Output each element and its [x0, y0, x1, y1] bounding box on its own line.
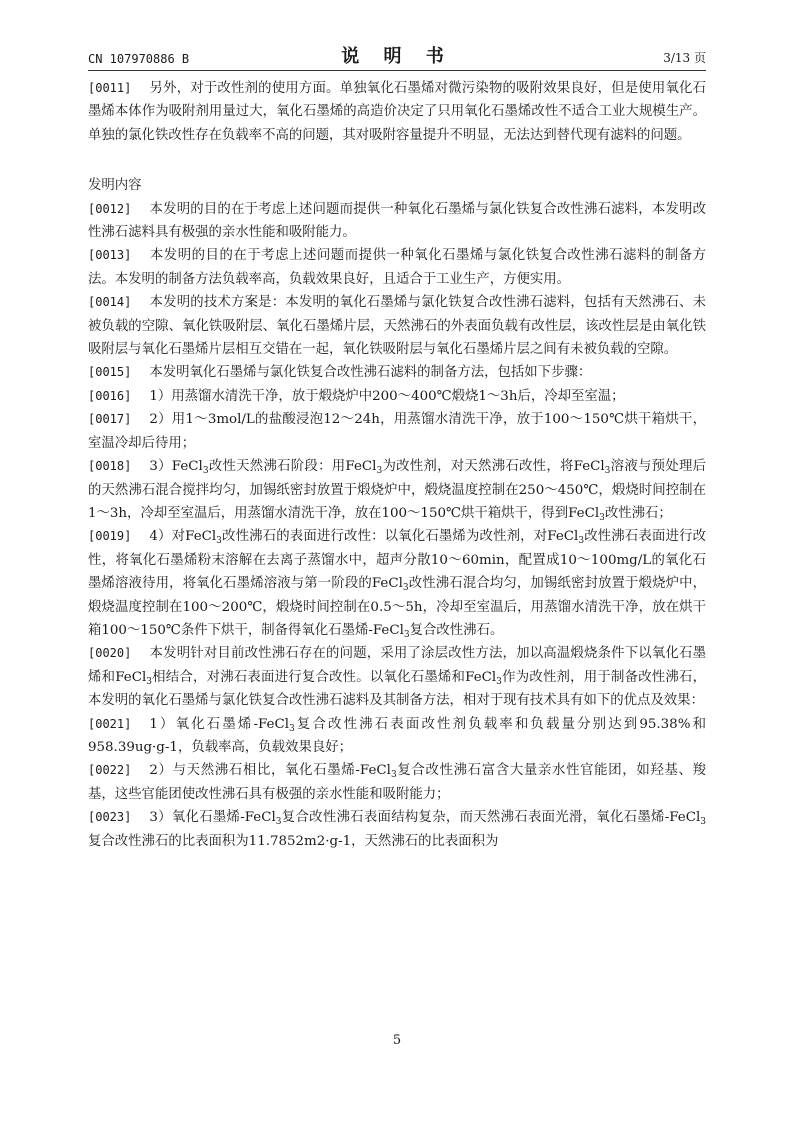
paragraph-number: [0014]	[88, 295, 132, 310]
paragraph-0014	[88, 291, 706, 361]
paragraph-0020	[88, 642, 706, 712]
patent-number: CN 107970886 B	[88, 52, 190, 66]
paragraph-text: 改性沸石；	[604, 505, 672, 521]
subscript: 3	[604, 466, 611, 477]
subscript: 3	[202, 466, 209, 477]
paragraph-text: 本发明的技术方案是：本发明的氧化石墨烯与氯化铁复合改性沸石滤料，包括有天然沸石、未被负载的空隙、氧化铁吸附层、氧化石墨烯片层，天然沸石的外表面负载有改性层，该改性层是由氧化铁吸附层与氧化石墨烯片层相互交错在一起，氧化铁吸附层与氧化石墨烯片层之间有未被负载的空隙。	[88, 295, 706, 358]
paragraph-text: 本发明的目的在于考虑上述问题而提供一种氧化石墨烯与氯化铁复合改性沸石滤料，本发明改性沸石滤料具有极强的亲水性能和吸附能力。	[88, 201, 706, 241]
paragraph-number: [0018]	[88, 459, 132, 474]
paragraph-number: [0012]	[88, 201, 132, 216]
paragraph-0019	[88, 525, 706, 642]
page-indicator: 3/13 页	[663, 51, 706, 65]
document-body	[88, 77, 706, 853]
subscript: 3	[599, 512, 605, 523]
subscript: 3	[403, 629, 410, 640]
paragraph-number: [0021]	[88, 716, 132, 731]
paragraph-text: 改性沸石的表面进行改性：以氧化石墨烯为改性剂，对FeCl	[221, 529, 579, 545]
subscript: 3	[700, 817, 706, 828]
paragraph-text: 改性天然沸石阶段：用FeCl	[208, 459, 377, 475]
paragraph-0012	[88, 198, 706, 245]
document-title: 说 明 书	[341, 46, 453, 67]
paragraph-number: [0020]	[88, 646, 132, 661]
paragraph-text: 1）氧化石墨烯-FeCl	[149, 716, 289, 732]
paragraph-text: 复合改性沸石表面结构复杂，而天然沸石表面光滑，氧化石墨烯-FeCl	[281, 810, 701, 826]
paragraph-text: 改性沸石表面进行改性，将氧化石墨烯粉末溶解在去离子蒸馏水中，超声分散10～60min，配置成10～100mg/L的氧化石墨烯溶液待用，将氧化石墨烯溶液与第一阶段的FeCl	[88, 529, 707, 592]
paragraph-0023	[88, 806, 706, 853]
paragraph-text: 复合改性沸石。	[409, 622, 504, 638]
paragraph-text: 改性沸石混合均匀，加锡纸密封放置于煅烧炉中，煅烧温度控制在100～200℃，煅烧时间控制在0.5～5h，冷却至室温后，用蒸馏水清洗干净，放在烘干箱100～150℃条件下烘干，制备得氧化石墨烯-FeCl	[88, 576, 707, 638]
paragraph-number: [0023]	[88, 810, 132, 825]
subscript: 3	[376, 466, 383, 477]
paragraph-text: 2）用1～3mol/L的盐酸浸泡12～24h，用蒸馏水清洗干净，放于100～150℃烘干箱烘干，室温冷却后待用；	[88, 412, 706, 451]
paragraph-text: 本发明氧化石墨烯与氯化铁复合改性沸石滤料的制备方法，包括如下步骤：	[149, 365, 592, 381]
subscript: 3	[289, 723, 295, 734]
section-heading: 发明内容	[88, 178, 142, 194]
paragraph-0022	[88, 759, 706, 806]
paragraph-text: 复合改性沸石的比表面积为11.7852m2·g-1，天然沸石的比表面积为	[88, 833, 499, 849]
paragraph-number: [0015]	[88, 365, 132, 380]
paragraph-text: 本发明针对目前改性沸石存在的问题，采用了涂层改性方法，加以高温煅烧条件下以氧化石墨烯和FeCl	[88, 646, 706, 685]
paragraph-0018	[88, 455, 706, 525]
paragraph-0016	[88, 385, 706, 408]
paragraph-text: 作为改性剂，用于制备改性沸石，本发明的氧化石墨烯与氯化铁复合改性沸石滤料及其制备方法，相对于现有技术具有如下的优点及效果：	[88, 669, 707, 709]
paragraph-number: [0022]	[88, 763, 132, 778]
subscript: 3	[146, 676, 152, 687]
paragraph-text: 另外，对于改性剂的使用方面。单独氧化石墨烯对微污染物的吸附效果良好，但是使用氧化石墨烯本体作为吸附剂用量过大，氧化石墨烯的高造价决定了只用氧化石墨烯改性不适合工业大规模生产。单独的氯化铁改性存在负载率不高的问题，其对吸附容量提升不明显，无法达到替代现有滤料的问题。	[88, 81, 706, 143]
subscript: 3	[402, 583, 409, 594]
paragraph-text: 相结合，对沸石表面进行复合改性。以氧化石墨烯和FeCl	[151, 669, 497, 685]
subscript: 3	[216, 536, 222, 547]
paragraph-0021	[88, 713, 706, 760]
paragraph-0011	[88, 77, 706, 147]
paragraph-text: 为改性剂，对天然沸石改性，将FeCl	[382, 459, 605, 475]
paragraph-text: 复合改性沸石富含大量亲水性官能团，如羟基、羧基，这些官能团使改性沸石具有极强的亲水性能和吸附能力；	[88, 763, 706, 802]
paragraph-number: [0011]	[88, 81, 132, 95]
subscript: 3	[275, 817, 282, 828]
paragraph-text: 3）FeCl	[149, 459, 203, 475]
page-header	[88, 40, 706, 68]
paragraph-text: 4）对FeCl	[149, 529, 217, 545]
paragraph-text: 3）氧化石墨烯-FeCl	[149, 810, 276, 826]
paragraph-text: 2）与天然沸石相比，氧化石墨烯-FeCl	[149, 763, 391, 779]
paragraph-0017	[88, 408, 706, 455]
paragraph-number: [0019]	[88, 529, 132, 544]
paragraph-text: 复合改性沸石表面改性剂负载率和负载量分别达到95.38%和958.39ug·g-1，负载率高，负载效果良好；	[88, 716, 706, 755]
page-number: 5	[392, 1033, 402, 1048]
paragraph-number: [0016]	[88, 388, 132, 403]
paragraph-number: [0017]	[88, 412, 132, 427]
paragraph-0013	[88, 244, 706, 291]
paragraph-number: [0013]	[88, 248, 132, 263]
subscript: 3	[578, 536, 585, 547]
subscript: 3	[496, 676, 502, 687]
paragraph-text: 溶液与预处理后的天然沸石混合搅拌均匀，加锡纸密封放置于煅烧炉中，煅烧温度控制在250～450℃，煅烧时间控制在1～3h，冷却至室温后，用蒸馏水清洗干净，放在100～150℃烘干箱烘干，得到FeCl	[88, 459, 707, 521]
header-rule	[88, 70, 706, 71]
paragraph-0015	[88, 361, 706, 384]
subscript: 3	[390, 770, 397, 781]
paragraph-text: 本发明的目的在于考虑上述问题而提供一种氧化石墨烯与氯化铁复合改性沸石滤料的制备方法。本发明的制备方法负载率高，负载效果良好，且适合于工业生产，方便实用。	[88, 248, 706, 287]
paragraph-text: 1）用蒸馏水清洗干净，放于煅烧炉中200～400℃煅烧1～3h后，冷却至室温；	[149, 388, 625, 404]
